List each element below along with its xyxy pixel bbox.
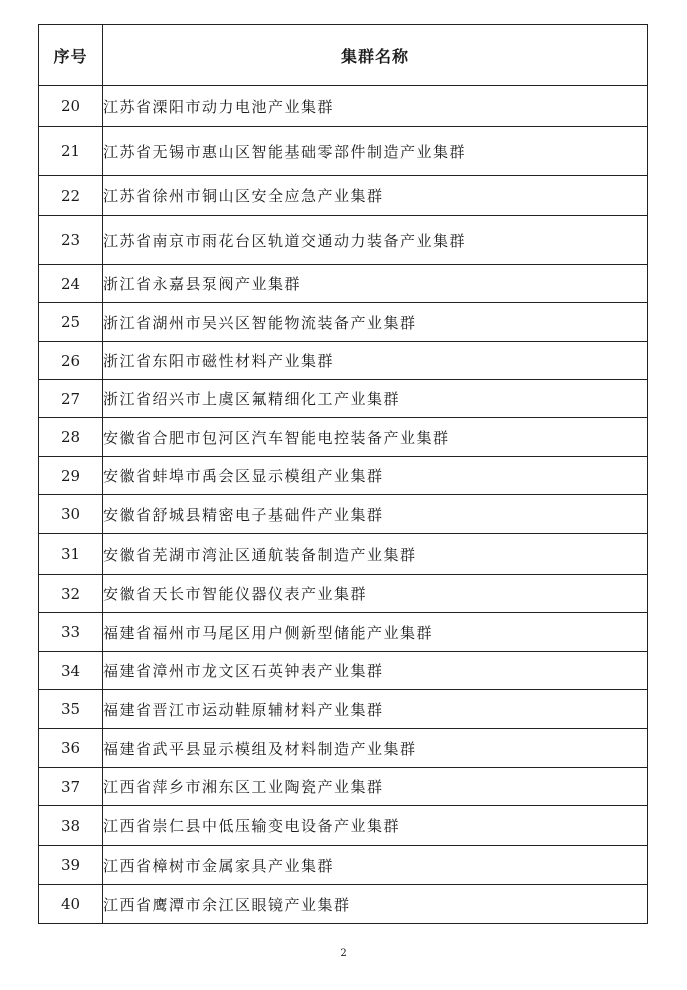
table-row bbox=[39, 176, 648, 216]
row-cluster-name: 福建省晋江市运动鞋原辅材料产业集群 bbox=[103, 690, 648, 729]
row-cluster-name: 江西省鹰潭市余江区眼镜产业集群 bbox=[103, 885, 648, 924]
table-row bbox=[39, 768, 648, 806]
row-cluster-name: 浙江省绍兴市上虞区氟精细化工产业集群 bbox=[103, 380, 648, 418]
table-row bbox=[39, 342, 648, 380]
row-serial-number: 24 bbox=[39, 265, 103, 303]
header-serial-number: 序号 bbox=[39, 25, 103, 86]
table-row bbox=[39, 885, 648, 924]
row-serial-number: 28 bbox=[39, 418, 103, 457]
row-serial-number: 36 bbox=[39, 729, 103, 768]
row-serial-number: 40 bbox=[39, 885, 103, 924]
table-row bbox=[39, 846, 648, 885]
table-row bbox=[39, 690, 648, 729]
cluster-table bbox=[38, 24, 648, 924]
row-cluster-name: 安徽省蚌埠市禹会区显示模组产业集群 bbox=[103, 457, 648, 495]
row-serial-number: 30 bbox=[39, 495, 103, 534]
table-row bbox=[39, 729, 648, 768]
table-row bbox=[39, 806, 648, 846]
row-serial-number: 22 bbox=[39, 176, 103, 216]
table-row bbox=[39, 457, 648, 495]
row-serial-number: 29 bbox=[39, 457, 103, 495]
row-cluster-name: 福建省漳州市龙文区石英钟表产业集群 bbox=[103, 652, 648, 690]
row-serial-number: 32 bbox=[39, 575, 103, 613]
row-serial-number: 25 bbox=[39, 303, 103, 342]
table-row bbox=[39, 613, 648, 652]
row-serial-number: 35 bbox=[39, 690, 103, 729]
row-cluster-name: 安徽省舒城县精密电子基础件产业集群 bbox=[103, 495, 648, 534]
row-cluster-name: 安徽省芜湖市湾沚区通航装备制造产业集群 bbox=[103, 534, 648, 575]
table-row bbox=[39, 575, 648, 613]
row-cluster-name: 浙江省东阳市磁性材料产业集群 bbox=[103, 342, 648, 380]
row-cluster-name: 安徽省天长市智能仪器仪表产业集群 bbox=[103, 575, 648, 613]
row-serial-number: 20 bbox=[39, 86, 103, 127]
row-cluster-name: 江苏省无锡市惠山区智能基础零部件制造产业集群 bbox=[103, 127, 648, 176]
row-cluster-name: 浙江省湖州市吴兴区智能物流装备产业集群 bbox=[103, 303, 648, 342]
table-row bbox=[39, 127, 648, 176]
table-row bbox=[39, 495, 648, 534]
table-row bbox=[39, 303, 648, 342]
table-body bbox=[39, 86, 648, 924]
table-header-row bbox=[39, 25, 648, 86]
row-cluster-name: 江西省樟树市金属家具产业集群 bbox=[103, 846, 648, 885]
row-serial-number: 33 bbox=[39, 613, 103, 652]
row-cluster-name: 江西省萍乡市湘东区工业陶瓷产业集群 bbox=[103, 768, 648, 806]
table-row bbox=[39, 265, 648, 303]
row-cluster-name: 江苏省南京市雨花台区轨道交通动力装备产业集群 bbox=[103, 216, 648, 265]
row-serial-number: 26 bbox=[39, 342, 103, 380]
table-row bbox=[39, 216, 648, 265]
row-cluster-name: 江西省崇仁县中低压输变电设备产业集群 bbox=[103, 806, 648, 846]
table-row bbox=[39, 86, 648, 127]
table-row bbox=[39, 534, 648, 575]
row-serial-number: 34 bbox=[39, 652, 103, 690]
table-row bbox=[39, 418, 648, 457]
row-serial-number: 38 bbox=[39, 806, 103, 846]
row-cluster-name: 福建省福州市马尾区用户侧新型储能产业集群 bbox=[103, 613, 648, 652]
row-cluster-name: 江苏省溧阳市动力电池产业集群 bbox=[103, 86, 648, 127]
row-serial-number: 31 bbox=[39, 534, 103, 575]
row-cluster-name: 浙江省永嘉县泵阀产业集群 bbox=[103, 265, 648, 303]
row-serial-number: 27 bbox=[39, 380, 103, 418]
table-row bbox=[39, 380, 648, 418]
row-cluster-name: 安徽省合肥市包河区汽车智能电控装备产业集群 bbox=[103, 418, 648, 457]
row-cluster-name: 福建省武平县显示模组及材料制造产业集群 bbox=[103, 729, 648, 768]
page-number: 2 bbox=[340, 948, 347, 959]
row-serial-number: 37 bbox=[39, 768, 103, 806]
table-row bbox=[39, 652, 648, 690]
row-serial-number: 39 bbox=[39, 846, 103, 885]
row-serial-number: 21 bbox=[39, 127, 103, 176]
row-serial-number: 23 bbox=[39, 216, 103, 265]
header-cluster-name: 集群名称 bbox=[103, 25, 648, 86]
row-cluster-name: 江苏省徐州市铜山区安全应急产业集群 bbox=[103, 176, 648, 216]
